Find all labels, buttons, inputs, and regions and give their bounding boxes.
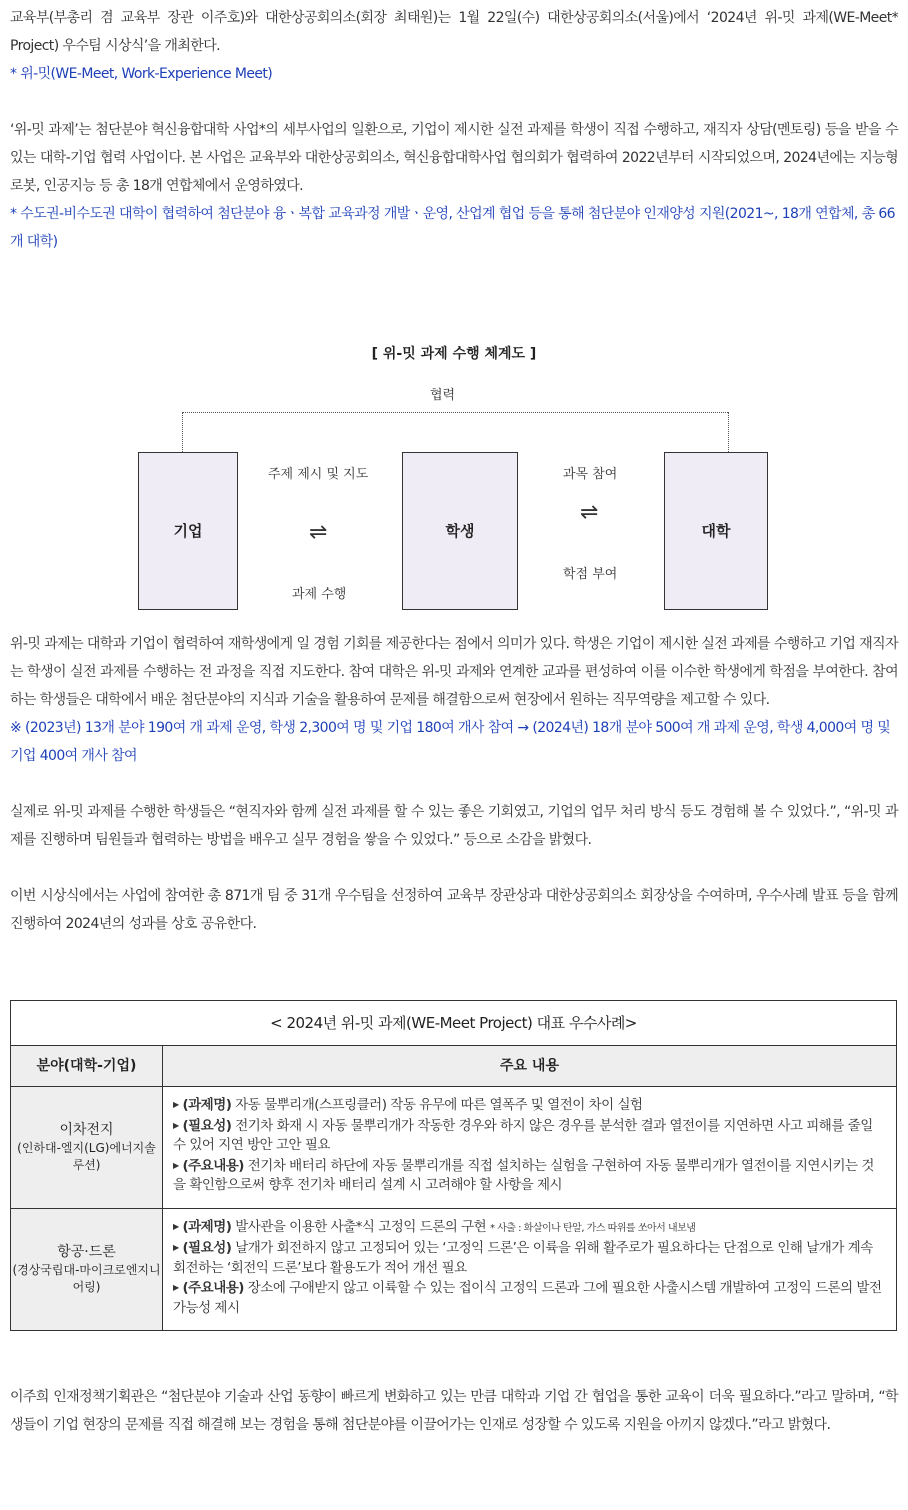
row-item: ▶ (필요성) 전기차 화재 시 자동 물뿌리개가 작동한 경우와 하지 않은 경우를 분석한 결과 열전이를 지연하면 사고 피해를 줄일 수 있어 지연 방안 고안 필요 (173, 1117, 873, 1153)
row-item: ▶ (과제명) 자동 물뿌리개(스프링클러) 작동 유무에 따른 열폭주 및 열전이 차이 실험 (173, 1097, 643, 1113)
field-name: 항공·드론 (57, 1244, 116, 1261)
table-header-field: 분야(대학-기업) (11, 1046, 163, 1087)
row-item: ▶ (주요내용) 전기차 배터리 하단에 자동 물뿌리개를 직접 설치하는 실험을 구현하여 자동 물뿌리개가 열전이를 지연시키는 것을 확인함으로써 향후 전기차 배터리 설계 시 고려해야 할 사항을 제시 (173, 1157, 874, 1193)
label-topic-guidance: 주제 제시 및 지도 (268, 467, 369, 482)
intro-footnote-2: * 수도권-비수도권 대학이 협력하여 첨단분야 융ㆍ복합 교육과정 개발ㆍ운영, 산업계 협업 등을 통해 첨단분야 인재양성 지원(2021~, 18개 연합체, 총 66개 대학) (10, 206, 895, 250)
body-paragraph-3: 위-밋 과제는 대학과 기업이 협력하여 재학생에게 일 경험 기회를 제공한다는 점에서 의미가 있다. 학생은 기업이 제시한 실전 과제를 수행하고 기업 재직자는 학생이 실전 과제를 수행하는 전 과정을 직접 지도한다. 참여 대학은 위-밋 과제와 연계한 교과를 편성하여 이를 이수한 학생에게 학점을 부여한다. 참여하는 학생들은 대학에서 배운 첨단분야의 지식과 기술을 활용하여 문제를 해결함으로써 현장에서 원하는 직무역량을 제고할 수 있다. (10, 636, 898, 708)
label-credit-grant: 학점 부여 (563, 567, 618, 582)
we-meet-diagram (10, 326, 898, 630)
row-item: ▶ (주요내용) 장소에 구애받지 않고 이륙할 수 있는 접이식 고정익 드론과 그에 필요한 사출시스템 개발하여 고정익 드론의 발전 가능성 제시 (173, 1280, 882, 1316)
intro-paragraph-2: ‘위-밋 과제’는 첨단분야 혁신융합대학 사업*의 세부사업의 일환으로, 기업이 제시한 실전 과제를 학생이 직접 수행하고, 재직자 상담(멘토링) 등을 받을 수 있는 대학-기업 협력 사업이다. 본 사업은 교육부와 대한상공회의소, 혁신융합대학사업 협의회가 협력하여 2022년부터 시작되었으며, 2024년에는 지능형 로봇, 인공지능 등 총 18개 연합체에서 운영하였다. (10, 122, 898, 194)
cooperation-connector-right (728, 412, 729, 454)
field-org: (인하대-엘지(LG)에너지솔루션) (17, 1141, 156, 1173)
cooperation-connector-left (182, 412, 183, 454)
box-university: 대학 (664, 452, 768, 610)
field-name: 이차전지 (59, 1122, 114, 1139)
row-item: ▶ (과제명) 발사관을 이용한 사출*식 고정익 드론의 구현 * 사출 : 화살이나 탄알, 가스 따위를 쏘아서 내보냄 (173, 1218, 696, 1235)
diagram-cooperation-label: 협력 (430, 388, 456, 403)
table-header-content: 주요 내용 (163, 1046, 897, 1087)
intro-paragraph-1: 교육부(부총리 겸 교육부 장관 이주호)와 대한상공회의소(회장 최태원)는 1월 22일(수) 대한상공회의소(서울)에서 ‘2024년 위-밋 과제(WE-Meet* Project) 우수팀 시상식’을 개최한다. (10, 10, 898, 54)
body-paragraph-4: 실제로 위-밋 과제를 수행한 학생들은 “현직자와 함께 실전 과제를 할 수 있는 좋은 기회였고, 기업의 업무 처리 방식 등도 경험해 볼 수 있었다.”, “위-밋 과제를 진행하며 팀원들과 협력하는 방법을 배우고 실무 경험을 쌓을 수 있었다.” 등으로 소감을 밝혔다. (10, 804, 898, 848)
table-row (11, 1087, 897, 1209)
label-task-performance: 과제 수행 (292, 587, 347, 602)
row-content (163, 1208, 897, 1331)
label-course-participation: 과목 참여 (563, 467, 618, 482)
box-company: 기업 (138, 452, 238, 610)
box-student: 학생 (402, 452, 518, 610)
row-content (163, 1087, 897, 1209)
diagram-title: [ 위-밋 과제 수행 체계도 ] (371, 346, 537, 362)
closing-paragraph: 이주희 인재정책기획관은 “첨단분야 기술과 산업 동향이 빠르게 변화하고 있는 만큼 대학과 기업 간 협업을 통한 교육이 더욱 필요하다.”라고 말하며, “학생들이 기업 현장의 문제를 직접 해결해 보는 경험을 통해 첨단분야를 이끌어가는 인재로 성장할 수 있도록 지원을 아끼지 않겠다.”라고 밝혔다. (10, 1389, 898, 1433)
press-release (10, 4, 898, 1439)
row-item: ▶ (필요성) 날개가 회전하지 않고 고정되어 있는 ‘고정익 드론’은 이륙을 위해 활주로가 필요하다는 단점으로 인해 날개가 계속 회전하는 ‘회전익 드론’보다 활용도가 적어 개선 필요 (173, 1240, 873, 1276)
row-field (11, 1208, 163, 1331)
table-caption: < 2024년 위-밋 과제(WE-Meet Project) 대표 우수사례> (11, 1001, 897, 1046)
arrow-company-student: ⇌ (309, 520, 328, 545)
row-field (11, 1087, 163, 1209)
intro-footnote-1: * 위-밋(WE-Meet, Work-Experience Meet) (10, 66, 273, 82)
body-paragraph-5: 이번 시상식에서는 사업에 참여한 총 871개 팀 중 31개 우수팀을 선정하여 교육부 장관상과 대한상공회의소 회장상을 수여하며, 우수사례 발표 등을 함께 진행하여 2024년의 성과를 상호 공유한다. (10, 888, 898, 932)
cooperation-connector (182, 412, 728, 413)
body-note-3: ※ (2023년) 13개 분야 190여 개 과제 운영, 학생 2,300여 명 및 기업 180여 개사 참여 → (2024년) 18개 분야 500여 개 과제 운영, 학생 4,000여 명 및 기업 400여 개사 참여 (10, 720, 891, 764)
arrow-student-university: ⇌ (580, 500, 599, 525)
table-row (11, 1208, 897, 1331)
best-practice-table (10, 1000, 897, 1331)
field-org: (경상국립대-마이크로엔지니어링) (12, 1263, 161, 1295)
